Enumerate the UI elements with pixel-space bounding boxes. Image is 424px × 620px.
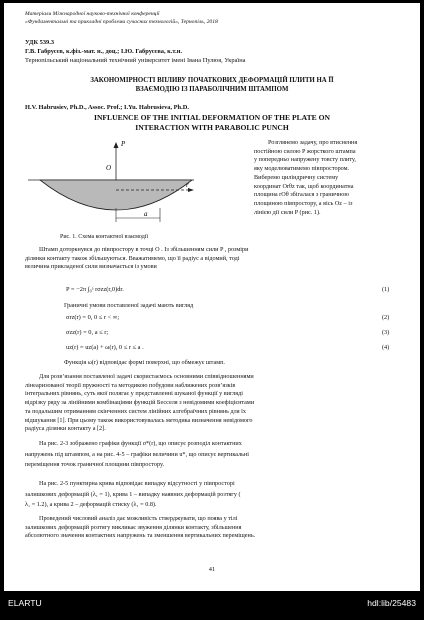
- equation-1-number: (1): [382, 286, 390, 293]
- title-ua-line-2: ВЗАЄМОДІЮ ІЗ ПАРАБОЛІЧНИМ ШТАМПОМ: [135, 86, 289, 93]
- authors-ua: Г.В. Габрусєв, к.фіз.-мат. н., доц.; І.Ю. Габрусєва, к.т.н.: [25, 48, 182, 55]
- page-number: 41: [208, 566, 216, 573]
- right-line: у попередньо напружену товсту плиту,: [254, 156, 356, 164]
- header-line-2: «Фундаментальні та прикладні проблеми сучасних технологій», Тернопіль, 2018: [25, 19, 218, 25]
- right-line: Розглянемо задачу, про втиснення: [268, 139, 358, 146]
- para3-line: На рис. 2-3 зображено графіки функції σ*(r), що описує розподіл контактних: [39, 440, 242, 447]
- equation-2: σrz(r) = 0, 0 ≤ r < ∞;: [66, 314, 120, 321]
- paragraph-2: [25, 373, 400, 434]
- title-en-line-2: INTERACTION WITH PARABOLIC PUNCH: [135, 123, 289, 132]
- para2-line: інтегральних рівнянь, суть якої полягає у представленні шуканої функції у вигляді: [25, 390, 244, 398]
- figure-caption: Рис. 1. Схема контактної взаємодії: [60, 234, 149, 240]
- axis-p-arrow: [114, 142, 119, 148]
- affiliation: Тернопільський національний технічний університет імені Івана Пулюя, Україна: [25, 57, 246, 64]
- intro-text-right: [254, 139, 399, 217]
- paragraph-3: [25, 439, 400, 471]
- paragraph-4: [25, 479, 400, 511]
- right-line: яку моделюватимемо півпростором.: [254, 165, 350, 173]
- para2-line: лінеаризованої теорії пружності та методикою побудови наближених розв’язків: [25, 381, 236, 389]
- right-line: Виберемо циліндричну систему: [254, 173, 339, 181]
- label-a: a: [144, 210, 148, 218]
- para5-line: залишкових деформацій розтягу викликає звуження ділянки контакту, збільшення: [25, 523, 242, 531]
- right-line: площина rOθ збігалася з граничною: [254, 191, 349, 199]
- footer-repository-label: ELARTU: [8, 598, 42, 608]
- para2-line: відшукання [1]. При цьому також використовувалась методика визначення невідомого: [25, 416, 253, 424]
- para5-line: Проведений числовий аналіз дає можливість стверджувати, що поява у тілі: [39, 515, 238, 522]
- boundary-intro: Граничні умови поставленої задачі мають вигляд: [64, 302, 194, 309]
- equation-2-number: (2): [382, 314, 390, 321]
- para2-line: та подальшим отриманням скінченних систем лінійних алгебраїчних рівнянь для їх: [25, 407, 246, 415]
- para2-line: відрізку ряду за лінійними комбінаціями функцій Бесселя з невідомими коефіцієнтами: [25, 399, 255, 407]
- contact-scheme-figure: [26, 140, 196, 233]
- title-ua-line-1: ЗАКОНОМІРНОСТІ ВПЛИВУ ПОЧАТКОВИХ ДЕФОРМАЦІЙ ПЛИТИ НА ЇЇ: [90, 77, 334, 84]
- para2-line: Для розв’язання поставленої задачі скористаємось основними співвідношеннями: [39, 373, 254, 380]
- footer-handle: hdl:lib/25483: [367, 598, 416, 608]
- axis-r-arrow: [188, 188, 194, 192]
- label-r: r: [186, 181, 189, 189]
- label-p: P: [121, 140, 126, 148]
- function-line: Функція ω(r) відповідає формі поверхні, що обмежує штамп.: [64, 359, 225, 366]
- para3-line: переміщення точок граничної площини півпростору.: [25, 461, 164, 468]
- equation-1: P = −2π ∫₀ᵃ rσzz(r,0)dr.: [66, 286, 124, 293]
- label-o: O: [106, 164, 112, 172]
- udk-code: УДК 539.3: [25, 39, 55, 46]
- para1-line: Штамп доторкнувся до півпростору в точці O . Із збільшенням сили P , розміри: [39, 246, 249, 253]
- para2-line: радіуса ділянки контакту a [2].: [25, 425, 106, 433]
- right-line: площиною півпростору, а вісь Oz – із: [254, 199, 353, 207]
- right-line: постійною силою P жорсткого штампа: [254, 147, 356, 155]
- para4-line: На рис. 2-5 пунктирна крива відповідає випадку відсутності у півпросторі: [39, 480, 235, 487]
- right-line: координат Orθz так, щоб координатна: [254, 182, 354, 190]
- para3-line: напружень під штампом, а на рис. 4-5 – графіки величини u*, що описує вертикальні: [25, 450, 250, 458]
- para4-line: λ₁ = 1.2), а крива 2 – деформацій стиску (λ₁ = 0.8).: [25, 501, 157, 508]
- paragraph-5: [25, 515, 400, 541]
- parabolic-punch: [40, 180, 192, 210]
- para1-line: ділянки контакту також збільшуються. Вважатимемо, що її радіус a відомий, тоді: [25, 254, 240, 262]
- paragraph-1: [25, 246, 400, 272]
- para4-line: залишкових деформацій (λ₁ = 1), крива 1 – випадку наявних деформацій розтягу (: [25, 490, 241, 498]
- para1-line: величина прикладеної сили визначається із умови: [25, 263, 157, 271]
- para5-line: абсолютного значення контактних напружень та зменшення вертикальних переміщень.: [25, 532, 256, 540]
- title-en-line-1: INFLUENCE OF THE INITIAL DEFORMATION OF THE PLATE ON: [93, 113, 330, 122]
- right-line: лінією дії сили P (рис. 1).: [254, 208, 321, 216]
- equation-3: σzz(r) = 0, a ≤ r;: [66, 329, 109, 336]
- header-line-1: Матеріали Міжнародної науково-технічної конференції: [25, 11, 160, 17]
- authors-en: H.V. Habrusiev, Ph.D., Assoc. Prof.; I.Yu. Habrusieva, Ph.D.: [25, 104, 189, 111]
- equation-4-number: (4): [382, 344, 390, 351]
- equation-4: uz(r) = uz(a) + ω(r), 0 ≤ r ≤ a .: [66, 344, 144, 351]
- equation-3-number: (3): [382, 329, 390, 336]
- paper-page: [4, 3, 420, 591]
